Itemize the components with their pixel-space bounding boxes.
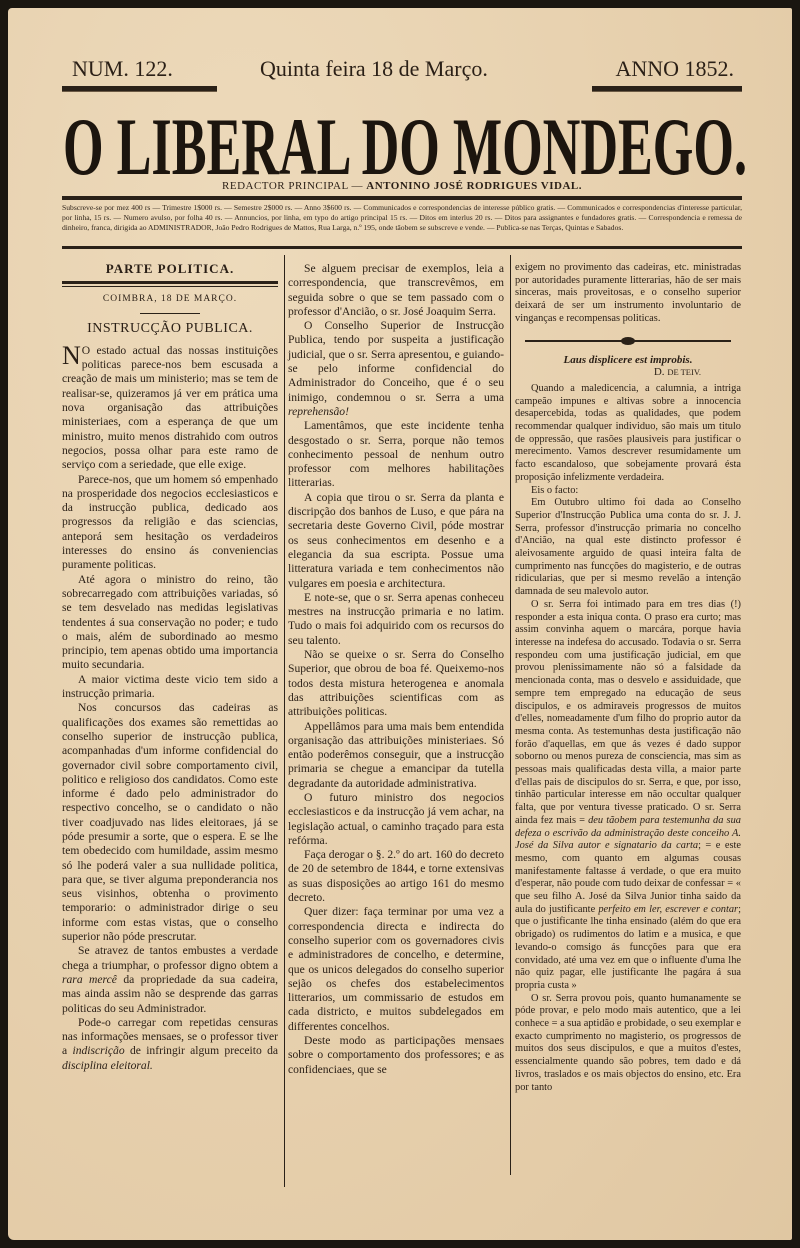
header-rule-right (592, 86, 742, 92)
dateline: COIMBRA, 18 DE MARÇO. (102, 294, 238, 305)
newspaper-title-text: O LIBERAL DO MONDEGO. (63, 101, 747, 184)
paragraph: Parece-nos, que um homem só empenhado na prosperidade dos negocios ecclesiasticos e da instrucção publica, dedicado aos progressos da religião e das sciencias, anteporá sem hesitação os verdadeiros interesses do ensino ás conveniencias puramente politicas. (62, 472, 278, 572)
paragraph (288, 319, 504, 419)
author-name: DE TEIV. (667, 367, 701, 378)
paragraph: Em Outubro ultimo foi dada ao Conselho Superior d'Instrucção Publica uma conta do sr. J. J. Serra, professor d'instrucção primaria no concelho d'Ancião, na qual este distincto professor é aleivosamente arguido de quasi inteira falta de cumprimento nas funcções do magisterio, e de outras ridicularias, que per si mesmo revelão a intenção damnada de seu malevolo autor. (515, 497, 741, 598)
issue-number: NUM. 122. (72, 56, 173, 81)
epigraph: Laus displicere est improbis. (563, 353, 693, 366)
paragraph: A maior victima deste vicio tem sido a instrucção primaria. (62, 672, 278, 701)
paragraph (62, 944, 278, 1015)
paragraph: O sr. Serra provou pois, quanto humanamente se póde provar, e pelo modo mais autentico, que a lei conhece = a sua aptidão e probidade, o seu exemplar e exacto cumprimento no magisterio, os progressos de muitos dos seus discipulos, e que a muitos d'estes, essencialmente quando são pobres, tem dado e dá livros, traslados e os mais objectos do ensino, etc. Era por tanto (515, 992, 741, 1093)
paragraph: Quando a maledicencia, a calumnia, a intriga campeão impunes e altivas sobre a innocencia desapercebida, todas as qualidades, que podem recommendar qualquer individuo, são mais um titulo de oppressão, que rasões plausiveis para justificar o merecimento. Vamos descrever resumidamente um facto escandaloso, que sobejamente provará ésta proposição infelizmente verdadeira. (515, 382, 741, 483)
issue-year: ANNO 1852. (615, 56, 734, 81)
divider-rule (62, 246, 742, 249)
paragraph (62, 1016, 278, 1073)
column-rule (284, 255, 285, 1187)
paragraph-text: da propriedade da sua cadeira, mas ainda assim não se desprende das garras politicas do seu Administrador. (62, 972, 278, 1015)
paragraph-text: O Conselho Superior de Instrucção Publica, tendo por suspeita a justificação judicial, que o sr. Serra apresentou, e guiando-se pelo informe confidencial do Administrador do Conceiho, que é o seu inimigo, condemnou o sr. Serra a uma (288, 319, 504, 404)
editor-name: ANTONINO JOSÉ RODRIGUES VIDAL. (366, 180, 582, 192)
italic-text: reprehensão! (288, 404, 349, 418)
paragraph: O futuro ministro dos negocios ecclesiasticos e da instrucção já vem achar, na legislação actual, o caminho traçado para esta refórma. (288, 790, 504, 847)
paragraph: Eis o facto: (531, 484, 579, 496)
column-rule (510, 255, 511, 1175)
italic-text: perfeito em ler, escrever e contar (598, 903, 739, 915)
short-rule (140, 313, 200, 314)
newspaper-title (60, 96, 750, 184)
paragraph: Deste modo as participações mensaes sobre o comportamento dos professores; e as confidenciaes, que se (288, 1034, 504, 1076)
article-title: INSTRUCÇÃO PUBLICA. (87, 320, 253, 336)
column-3 (515, 262, 741, 1094)
italic-text: indiscrição (72, 1044, 125, 1058)
editor-line (62, 180, 742, 192)
ornamental-rule (525, 336, 731, 346)
section-rule (62, 281, 278, 284)
paragraph: Quer dizer: faça terminar por uma vez a correspondencia directa e indirecta do conselho superior com os governadores civis e administradores de concelho, e determine, que os unicos delegados do conselho superior sejão os chefes dos estabelecimentos litterarios, um commissario de estudos em cada districto, e muitos subdelegados em differentes concelhos. (288, 905, 504, 1033)
column-1 (62, 262, 278, 1073)
paragraph: Nos concursos das cadeiras as qualificações dos exames são remettidas ao conselho superior de instrucção publica, acompanhadas d'um informe confidencial do governador civil sobre comportamento civil, politico e religioso dos candidatos. Como este informe é dado pelo administrador do respectivo concelho, se o candidato o não tiver coadjuvado nas lides eleitoraes, já se póde presumir a sorte, que o espera. E se lhe tem obedecido com humildade, assim mesmo só lhe poderá valer a sua nullidade politica, para que, se tiver alguma preponderancia nos seus visinhos, obtenha o provimento temporario: o administrador dirige o seu informe com estas vistas, que o conselho superior não póde prescrutar. (62, 701, 278, 944)
section-title-text: PARTE POLITICA. (105, 261, 235, 276)
paragraph: Lamentâmos, que este incidente tenha desgostado o sr. Serra, porque não temos conhecimento pessoal de nenhum outro professor com melhores habilitações litterarias. (288, 419, 504, 490)
paragraph-text: Se atravez de tantos embustes a verdade chega a triumphar, o professor digno obtem a (62, 944, 278, 972)
section-title (62, 262, 278, 276)
italic-text: disciplina eleitoral. (62, 1058, 153, 1072)
paragraph-text: de infringir algum preceito da (124, 1044, 279, 1058)
editor-label: REDACTOR PRINCIPAL — (222, 180, 364, 192)
paragraph: Se alguem precisar de exemplos, leia a correspondencia, que transcrevêmos, em seguida sobre o que se tem passado com o professor d'Ancião, o sr. José Joaquim Serra. (288, 262, 504, 318)
author-initial: D. (653, 366, 668, 379)
subscription-info: Subscreve-se por mez 400 rs — Trimestre 1$000 rs. — Semestre 2$000 rs. — Anno 3$600 rs. — Communicados e correspondencias de interesse público gratis. — Communicados e correspondencias d'interesse particular, por linha, 15 rs. — Numero avulso, por folha 40 rs. — Annuncios, por linha, em typo do artigo principal 15 rs. — Ditos em interlus 20 rs. — Ditos para assignantes e fundadores gratis. — Correspondencia e remessa de dinheiro, franca, dirigida ao ADMINISTRADOR, João Pedro Rodrigues de Mattos, Rua Larga, n.º 195, onde tãobem se subscreve e vende. — Publica-se nas Terças, Quintas e Sabados. (62, 203, 742, 232)
header-rule-left (62, 86, 217, 92)
paragraph: Até agora o ministro do reino, tão sobrecarregado com attribuições variadas, só se tem desvelado nas medidas legislativas tendentes á sua conservação no poder; e tudo o mais, além de subordinado ao mesmo principio, tem apenas obtido uma importancia muito secundaria. (62, 572, 278, 672)
paragraph-text: O sr. Serra foi intimado para em tres dias (!) responder a esta iniqua conta. O praso era curto; mas assim convinha aquem o marcára, porque havia interesse na indefesa do accusado. Todavia o sr. Serra respondeu com uma justificação judicial, em que provou plenissimamente não só a falsidade da mencionada conta, mas o desvelo e assiduidade, que sempre tem empregado na educação de seus discipulos, e os admiraveis progressos de muitos d'elles, nomeadamente d'um filho do proprio autor da mesma conta. As testemunhas desta justificação não forão d'aquellas, em que ás vezes é dado suppor soborno ou menos pureza de consciencia, mas sim as pessoas mais qualificadas desta villa, a maior parte d'ellas pais de discipulos do sr. Serra, e que, por isso, tinhão particular interesse em não occultar qualquer falta, que por ventura tivesse praticado. O sr. Serra ainda fez mais = (515, 598, 741, 826)
issue-line (62, 56, 742, 84)
drop-cap: N (62, 340, 81, 370)
issue-date: Quinta feira 18 de Março. (260, 56, 488, 81)
italic-text: rara mercê (62, 972, 117, 986)
paragraph-text: ; = e este mesmo, com quanto em algumas cousas manifestamente faltasse á verdade, o que era muito d'esperar, não poude com tudo deixar de confessar = « que seu filho A. José da Silva Junior tinha saido da aula do justificante (515, 840, 741, 915)
paragraph-text: Pode-o carregar com repetidas censuras nas informações mensaes, se o professor tiver a (62, 1015, 278, 1058)
column-2 (288, 262, 504, 1077)
paragraph (62, 340, 278, 473)
paragraph (515, 599, 741, 993)
epigraph-author (515, 366, 741, 379)
paragraph: Faça derogar o §. 2.º do art. 160 do decreto de 20 de setembro de 1844, e torne extensivas as suas disposições ao artigo 161 do mesmo decreto. (288, 848, 504, 905)
newspaper-page (8, 8, 792, 1240)
paragraph: exigem no provimento das cadeiras, etc. ministradas por autoridades puramente litterarias, hão de ser mais sinceras, mais proveitosas, e o conselho superior deixará de ser um instrumento involuntario de vinganças e recompensas politicas. (515, 262, 741, 324)
paragraph-text: O estado actual das nossas instituições politicas parece-nos bem escusada a creação de mais um ministerio; mas se tem de realisar-se, quizeramos já ver em prática uma nova organisação das attribuições ministeriaes, com a esperança de que um ministro, muito menos distrahido com outros negocios, possa olhar para este ramo de serviço com a seriedade, que elle exige. (62, 343, 278, 472)
paragraph: E note-se, que o sr. Serra apenas conheceu mestres na instrucção primaria e no latim. Tudo o mais foi adquirido com os recursos do seu talento. (288, 590, 504, 647)
paragraph: A copia que tirou o sr. Serra da planta e discripção dos banhos de Luso, e que pára na secretaria deste Governo Civil, póde mostrar os seus conhecimentos em desenho e a elegancia da sua escripta. Possue uma litteratura variada e tem conhecimentos não vulgares em poesia e architectura. (288, 490, 504, 590)
paragraph: Não se queixe o sr. Serra do Conselho Superior, que obrou de boa fé. Queixemo-nos todos desta mistura heterogenea e anomala das attribuições scientificas com as attribuições politicas. (288, 648, 504, 719)
divider-rule (62, 196, 742, 200)
paragraph: Appellâmos para uma mais bem entendida organisação das attribuições ministeriaes. Só então poderêmos conseguir, que a instrucção primaria se chegue a emancipar da tutella degradante da autoridade administrativa. (288, 719, 504, 790)
paragraph-text: ; que o justificante lhe tinha ensinado (além do que era obrigado) os rudimentos do latim e a musica, e que levando-o comsigo ás funcções para que era convidado, até uma vez em que o influente d'uma lhe não quiz pagar, elle justificante lhe pagára á sua propria custa » (515, 903, 741, 991)
italic-text: deu tãobem para testemunha da sua defeza o escrivão da administração deste conceiho A. José da Silva autor e signatario da carta (515, 814, 741, 852)
